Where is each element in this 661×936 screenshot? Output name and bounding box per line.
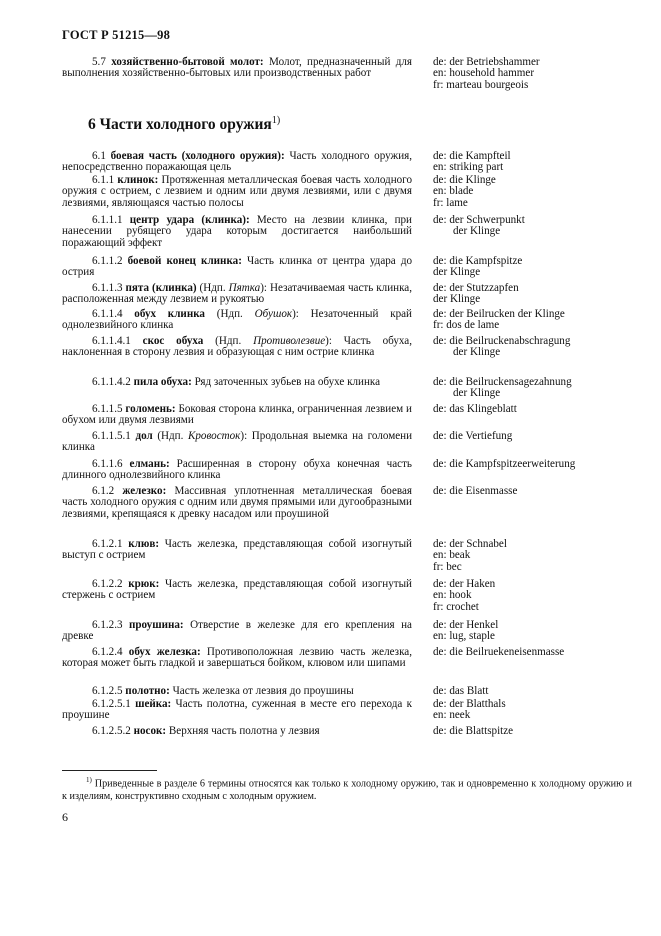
translations-6-1-1-1: de: der Schwerpunkt der Klinge <box>433 214 525 238</box>
term-entry-6-1-2: 6.1.2 железко: Массивная уплотненная металлическая боевая часть холодного оружия с одним или двумя прямыми или дугообразными лезвиями, крепящаяся к древку насадом или проушиной <box>62 485 413 520</box>
term-entry-6-1-1-4: 6.1.1.4 обух клинка (Ндп. Обушок): Незаточенный край однолезвийного клинка <box>62 308 412 332</box>
translations-6-1-1-6: de: die Kampfspitzeerweiterung <box>433 458 576 470</box>
term-entry-6-1-1-2: 6.1.1.2 боевой конец клинка: Часть клинка от центра удара до острия <box>62 255 413 279</box>
footnote-reference: 1) <box>271 115 281 126</box>
footnote-separator <box>62 770 157 771</box>
term-entry-6-1-1: 6.1.1 клинок: Протяженная металлическая боевая часть холодного оружия с острием, с лезвием и одним или двумя лезвиями, или с двумя лезвиями, являющаяся частью полосы <box>62 174 412 209</box>
translations-6-1-1-4-1: de: die Beilruckenabschragung der Klinge <box>433 335 571 359</box>
translations-6-1-2-5-2: de: die Blattspitze <box>433 725 514 737</box>
term-entry-5-7: 5.7 хозяйственно-бытовой молот: Молот, предназначенный для выполнения хозяйственно-бытовых или производственных работ <box>62 56 413 80</box>
translations-6-1-1: de: die Klinge en: blade fr: lame <box>433 174 496 209</box>
term-entry-6-1: 6.1 боевая часть (холодного оружия): Часть холодного оружия, непосредственно поражающая цель <box>62 150 413 174</box>
term-entry-6-1-1-5: 6.1.1.5 голомень: Боковая сторона клинка, ограниченная лезвием и обухом или двумя лезвиями <box>62 403 412 427</box>
page-number: 6 <box>62 810 68 824</box>
term-entry-6-1-1-1: 6.1.1.1 центр удара (клинка): Место на лезвии клинка, при нанесении рубящего удара которым достигается наибольший поражающий эффект <box>62 214 412 249</box>
term-entry-6-1-2-5-1: 6.1.2.5.1 шейка: Часть полотна, суженная в месте его перехода к проушине <box>62 698 412 722</box>
translations-6-1-2-5-1: de: der Blatthals en: neek <box>433 698 506 722</box>
translations-6-1-2-3: de: der Henkel en: lug, staple <box>433 619 499 643</box>
term-entry-6-1-1-4-2: 6.1.1.4.2 пила обуха: Ряд заточенных зубьев на обухе клинка <box>92 376 381 388</box>
term-entry-6-1-1-4-1: 6.1.1.4.1 скос обуха (Ндп. Противолезвие): Часть обуха, наклоненная в сторону лезвия и образующая с ним острие клинка <box>62 335 413 359</box>
translations-6-1-2-1: de: der Schnabel en: beak fr: bec <box>433 538 507 573</box>
translations-6-1-2: de: die Eisenmasse <box>433 485 518 497</box>
translations-6-1-2-2: de: der Haken en: hook fr: crochet <box>433 578 496 613</box>
footnote: $^{1)}$ Приведенные в разделе 6 термины относятся как только к холодному оружию, так и одновременно к холодному оружию и к изделиям, конструктивно сходным с холодным оружием. <box>62 776 633 803</box>
term-entry-6-1-2-3: 6.1.2.3 проушина: Отверстие в железке для его крепления на древке <box>62 619 412 643</box>
term-entry-6-1-2-5-2: 6.1.2.5.2 носок: Верхняя часть полотна у лезвия <box>92 725 320 737</box>
term-entry-6-1-2-1: 6.1.2.1 клюв: Часть железка, представляющая собой изогнутый выступ с острием <box>62 538 412 562</box>
term-entry-6-1-2-5: 6.1.2.5 полотно: Часть железка от лезвия до проушины <box>92 685 354 697</box>
term-entry-6-1-1-6: 6.1.1.6 елмань: Расширенная в сторону обуха конечная часть длинного однолезвийного клинка <box>62 458 412 482</box>
footnote-mark: 1) <box>86 776 92 784</box>
translations-6-1-1-2: de: die Kampfspitze der Klinge <box>433 255 523 279</box>
translations-6-1-1-5: de: das Klingeblatt <box>433 403 517 415</box>
term-entry-6-1-2-4: 6.1.2.4 обух железка: Противоположная лезвию часть железка, которая может быть гладкой и завершаться бойком, клювом или шипами <box>62 646 412 670</box>
translations-6-1-2-4: de: die Beilruekeneisenmasse <box>433 646 565 658</box>
translations-6-1: de: die Kampfteil en: striking part <box>433 150 511 174</box>
term-entry-6-1-1-3: 6.1.1.3 пята (клинка) (Ндп. Пятка): Незатачиваемая часть клинка, расположенная между лезвием и рукоятью <box>62 282 412 306</box>
section-title: 6 Части холодного оружия$^{1)}$ <box>88 115 281 134</box>
document-header: ГОСТ Р 51215—98 <box>62 28 171 42</box>
translations-6-1-1-5-1: de: die Vertiefung <box>433 430 513 442</box>
translations-5-7: de: der Betriebshammer en: household hammer fr: marteau bourgeois <box>433 56 540 91</box>
translations-6-1-1-3: de: der Stutzzapfen der Klinge <box>433 282 519 306</box>
translations-6-1-1-4: de: der Beilrucken der Klinge fr: dos de lame <box>433 308 565 332</box>
translations-6-1-2-5: de: das Blatt <box>433 685 489 697</box>
term-entry-6-1-2-2: 6.1.2.2 крюк: Часть железка, представляющая собой изогнутый стержень с острием <box>62 578 412 602</box>
term-entry-6-1-1-5-1: 6.1.1.5.1 дол (Ндп. Кровосток): Продольная выемка на голомени клинка <box>62 430 413 454</box>
translations-6-1-1-4-2: de: die Beilruckensagezahnung der Klinge <box>433 376 572 400</box>
